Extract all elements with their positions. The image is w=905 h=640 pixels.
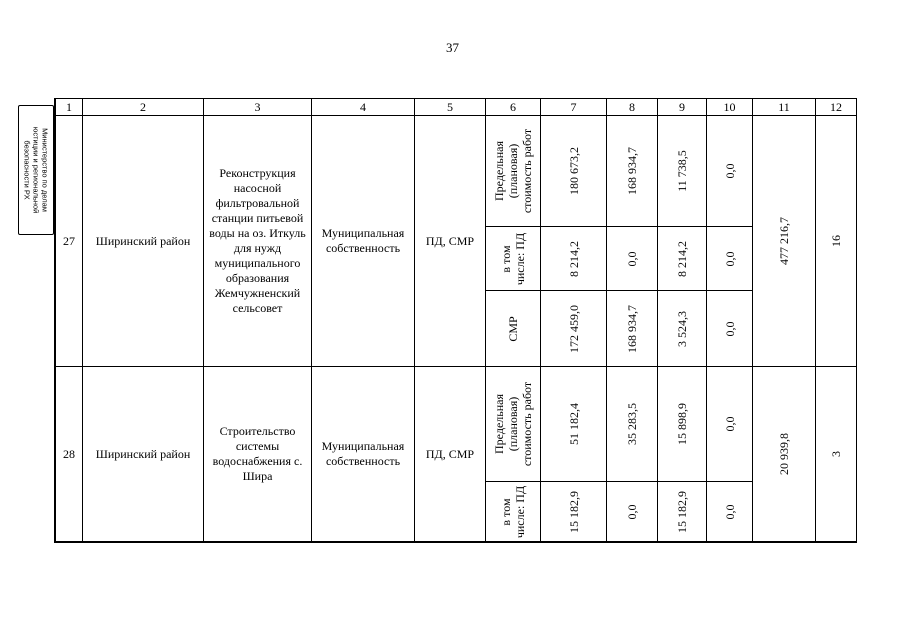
value-cell: 0,0 [722, 416, 737, 432]
value-cell: 35 283,5 [625, 403, 639, 445]
subrow-label: СМР [506, 315, 520, 342]
subrow-label: в том числе: ПД [499, 485, 527, 538]
work-type-cell: ПД, СМР [425, 233, 475, 248]
subrow-label: Предельная (плановая) стоимость работ [492, 128, 534, 214]
column-header: 7 [570, 99, 577, 114]
value-cell: 0,0 [722, 504, 737, 519]
district-cell: Ширинский район [95, 233, 191, 248]
table-rule [203, 98, 204, 542]
value-cell: 172 459,0 [566, 304, 581, 353]
column-header: 1 [66, 99, 72, 114]
work-type-cell: ПД, СМР [425, 446, 475, 461]
stamp-line: Министерство по делам [40, 128, 50, 212]
column-header: 4 [360, 99, 366, 114]
value-cell: 15 182,9 [675, 490, 689, 533]
value-cell: 168 934,7 [625, 304, 639, 353]
value-cell: 0,0 [722, 321, 737, 336]
column-header: 5 [447, 99, 453, 114]
count-cell: 16 [829, 235, 843, 247]
value-cell: 0,0 [625, 504, 639, 519]
object-cell: Строительство системы водоснабжения с. Шира [212, 424, 303, 483]
column-header: 2 [140, 99, 146, 114]
column-header: 10 [723, 99, 736, 114]
object-cell: Реконструкция насосной фильтровальной станции питьевой воды на оз. Иткуль для нужд муниципального образования Жемчужненский сельсовет [209, 166, 306, 315]
table-rule [54, 541, 857, 543]
stamp-line: безопасности РХ [22, 140, 32, 200]
subrow-label: в том числе: ПД [499, 232, 527, 285]
stamp-text [23, 108, 50, 232]
table-rule [856, 98, 857, 542]
value-cell: 11 738,5 [675, 150, 689, 192]
column-header: 3 [254, 99, 261, 114]
count-cell: 3 [829, 451, 843, 457]
total-cell: 477 216,7 [777, 217, 791, 265]
ownership-cell: Муниципальная собственность [321, 226, 405, 255]
value-cell: 0,0 [722, 163, 737, 179]
column-header: 8 [629, 99, 635, 114]
value-cell: 15 898,9 [675, 403, 689, 445]
registration-stamp [18, 105, 54, 235]
column-header: 6 [510, 99, 516, 114]
value-cell: 0,0 [625, 251, 639, 266]
value-cell: 0,0 [722, 251, 737, 266]
district-cell: Ширинский район [95, 446, 191, 461]
value-cell: 168 934,7 [625, 147, 639, 195]
column-header: 9 [679, 99, 685, 114]
value-cell: 15 182,9 [566, 490, 581, 533]
value-cell: 8 214,2 [566, 240, 581, 277]
value-cell: 51 182,4 [566, 403, 581, 445]
page-number: 37 [446, 40, 459, 55]
value-cell: 180 673,2 [566, 147, 581, 195]
ownership-cell: Муниципальная собственность [321, 439, 405, 468]
row-number: 28 [63, 446, 75, 461]
subrow-label: Предельная (плановая) стоимость работ [492, 381, 534, 467]
value-cell: 3 524,3 [675, 310, 689, 347]
table-rule [311, 98, 312, 542]
column-header: 11 [778, 99, 790, 114]
value-cell: 8 214,2 [675, 240, 689, 277]
total-cell: 20 939,8 [777, 433, 791, 475]
column-header: 12 [830, 99, 842, 114]
row-number: 27 [63, 233, 75, 248]
stamp-line: юстиции и региональной [31, 126, 41, 214]
